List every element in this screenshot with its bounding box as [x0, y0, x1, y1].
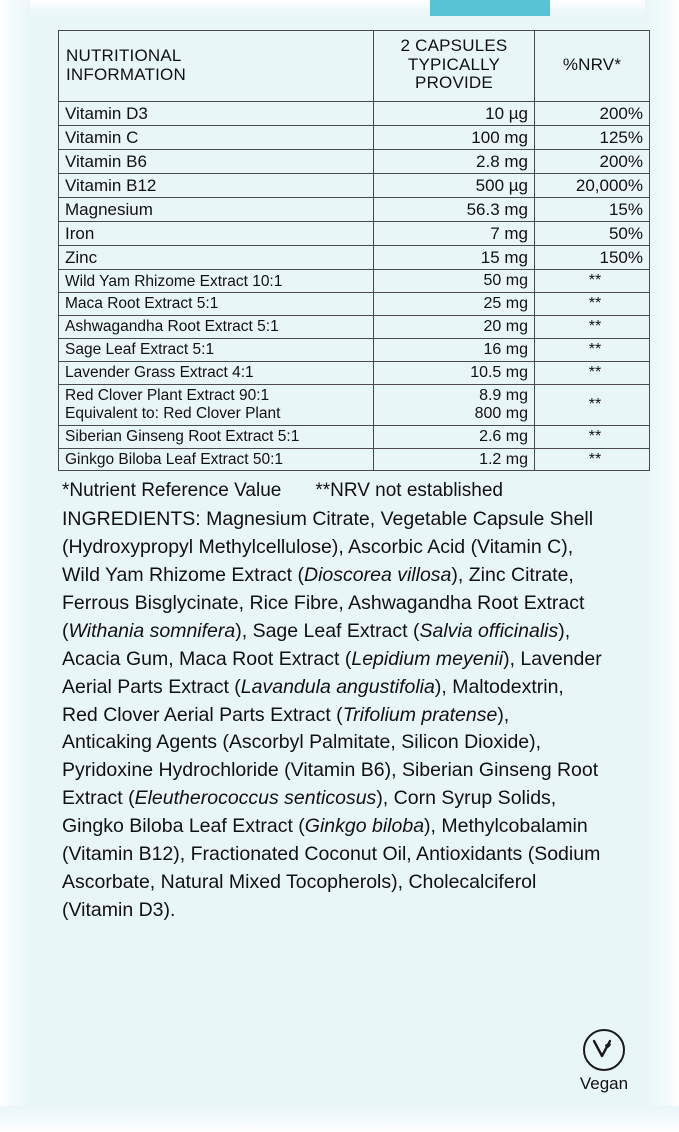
vegan-leaf-icon	[583, 1029, 625, 1071]
cell-nrv: **	[535, 316, 650, 339]
label-content	[58, 30, 643, 925]
panel-edge-left	[0, 0, 30, 1132]
ingredients-paragraph	[58, 506, 602, 924]
cell-nutrient-name: Vitamin D3	[59, 102, 374, 126]
column-header-nutrient-line2: INFORMATION	[66, 65, 186, 85]
table-row	[59, 339, 650, 362]
cell-amount: 10.5 mg	[374, 361, 535, 384]
cell-nutrient-name: Zinc	[59, 246, 374, 270]
table-header-row	[59, 31, 650, 102]
column-header-nrv-text: %NRV*	[562, 54, 622, 74]
footnote-nrv-not-established: **NRV not established	[315, 480, 503, 502]
footnotes	[58, 480, 604, 502]
cell-amount: 2.6 mg	[374, 425, 535, 448]
column-header-amount-line3: PROVIDE	[415, 73, 493, 93]
vegan-badge	[571, 1029, 637, 1094]
cell-nutrient-name: Ginkgo Biloba Leaf Extract 50:1	[59, 448, 374, 471]
panel-edge-bottom	[0, 1106, 679, 1132]
cell-nutrient-name: Vitamin B6	[59, 150, 374, 174]
cell-nrv: 200%	[535, 102, 650, 126]
cell-nutrient-name: Siberian Ginseng Root Extract 5:1	[59, 425, 374, 448]
cell-amount: 8.9 mg 800 mg	[374, 384, 535, 425]
table-row	[59, 293, 650, 316]
cell-nutrient-name: Maca Root Extract 5:1	[59, 293, 374, 316]
table-row	[59, 198, 650, 222]
cell-nrv: **	[535, 448, 650, 471]
cell-nrv: 50%	[535, 222, 650, 246]
cell-amount: 100 mg	[374, 126, 535, 150]
cell-amount: 15 mg	[374, 246, 535, 270]
cell-amount: 20 mg	[374, 316, 535, 339]
cell-nutrient-name: Vitamin C	[59, 126, 374, 150]
cell-nutrient-name: Wild Yam Rhizome Extract 10:1	[59, 270, 374, 293]
cell-nrv: 200%	[535, 150, 650, 174]
column-header-nutrient-line1: NUTRITIONAL	[66, 46, 182, 65]
cell-nrv: 20,000%	[535, 174, 650, 198]
column-header-amount	[374, 31, 535, 102]
cell-nrv: **	[535, 293, 650, 316]
cell-nutrient-name: Lavender Grass Extract 4:1	[59, 361, 374, 384]
cell-nutrient-name: Magnesium	[59, 198, 374, 222]
table-row	[59, 246, 650, 270]
cell-amount: 25 mg	[374, 293, 535, 316]
panel-edge-top	[0, 0, 679, 18]
cell-nrv: **	[535, 339, 650, 362]
cell-nutrient-name: Iron	[59, 222, 374, 246]
table-row	[59, 316, 650, 339]
cell-nrv: **	[535, 384, 650, 425]
table-row	[59, 425, 650, 448]
column-header-amount-line2: TYPICALLY	[407, 54, 501, 74]
panel-edge-right	[645, 0, 679, 1132]
table-row	[59, 448, 650, 471]
cell-amount: 16 mg	[374, 339, 535, 362]
table-row	[59, 150, 650, 174]
column-header-nrv	[535, 31, 650, 102]
table-row	[59, 126, 650, 150]
cell-amount: 56.3 mg	[374, 198, 535, 222]
table-row	[59, 361, 650, 384]
cell-amount: 500 µg	[374, 174, 535, 198]
cell-nrv: **	[535, 425, 650, 448]
cell-amount: 7 mg	[374, 222, 535, 246]
ingredients-text: Magnesium Citrate, Vegetable Capsule Shell (Hydroxypropyl Methylcellulose), Ascorbic Acid (Vitamin C), Wild Yam Rhizome Extract (Dioscorea villosa), Zinc Citrate, Ferrous Bisglycinate, Rice Fibre, Ashwagandha Root Extract (Withania somnifera), Sage Leaf Extract (Salvia officinalis), Acacia Gum, Maca Root Extract (Lepidium meyenii), Lavender Aerial Parts Extract (Lavandula angustifolia), Maltodextrin, Red Clover Aerial Parts Extract (Trifolium pratense), Anticaking Agents (Ascorbyl Palmitate, Silicon Dioxide), Pyridoxine Hydrochloride (Vitamin B6), Siberian Ginseng Root Extract (Eleutherococcus senticosus), Corn Syrup Solids, Gingko Biloba Leaf Extract (Ginkgo biloba), Methylcobalamin (Vitamin B12), Fractionated Coconut Oil, Antioxidants (Sodium Ascorbate, Natural Mixed Tocopherols), Cholecalciferol (Vitamin D3).	[62, 508, 602, 921]
cell-nrv: **	[535, 270, 650, 293]
cell-nutrient-name: Red Clover Plant Extract 90:1 Equivalent to: Red Clover Plant	[59, 384, 374, 425]
cell-nrv: 150%	[535, 246, 650, 270]
table-row	[59, 102, 650, 126]
cell-amount: 10 µg	[374, 102, 535, 126]
column-header-nutrient	[59, 31, 374, 102]
cell-nutrient-name: Vitamin B12	[59, 174, 374, 198]
vegan-label: Vegan	[579, 1074, 629, 1093]
table-row	[59, 222, 650, 246]
accent-tab	[430, 0, 550, 16]
cell-nutrient-name: Sage Leaf Extract 5:1	[59, 339, 374, 362]
nutritional-information-table	[58, 30, 650, 471]
cell-amount: 50 mg	[374, 270, 535, 293]
cell-nrv: **	[535, 361, 650, 384]
cell-nrv: 125%	[535, 126, 650, 150]
cell-amount: 1.2 mg	[374, 448, 535, 471]
cell-nrv: 15%	[535, 198, 650, 222]
table-row	[59, 174, 650, 198]
table-row	[59, 384, 650, 425]
table-row	[59, 270, 650, 293]
column-header-amount-line1: 2 CAPSULES	[400, 36, 508, 55]
footnote-nrv: *Nutrient Reference Value	[62, 480, 282, 502]
table-body	[59, 102, 650, 471]
ingredients-label: INGREDIENTS:	[62, 508, 201, 531]
cell-amount: 2.8 mg	[374, 150, 535, 174]
cell-nutrient-name: Ashwagandha Root Extract 5:1	[59, 316, 374, 339]
